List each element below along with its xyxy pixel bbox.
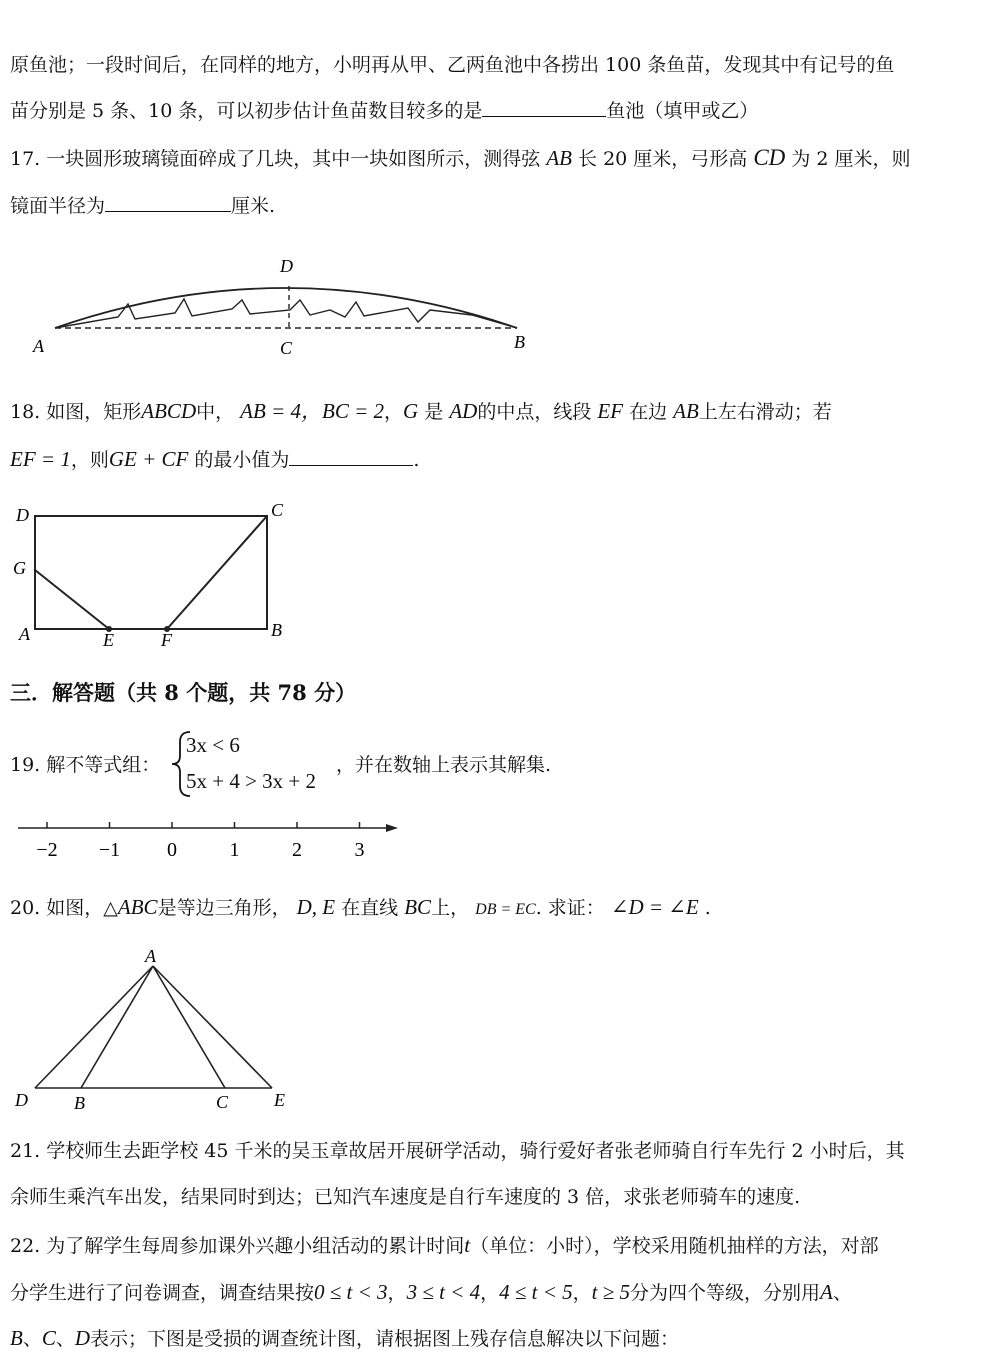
q20-de: D, E [296, 895, 336, 919]
q22-grade-d: D [74, 1326, 91, 1350]
q20-text6: . [704, 897, 711, 919]
q18-rectangle [35, 516, 267, 629]
q18-text5: 的中点，线段 [477, 401, 592, 423]
q18-label-g: G [13, 558, 26, 578]
q16-text1: 原鱼池；一段时间后，在同样的地方，小明再从甲、乙两鱼池中各捞出 100 条鱼苗，发现其中有记号的鱼 [10, 54, 895, 76]
q19-ineq2: 5x + 4 > 3x + 2 [186, 769, 317, 793]
q22-line3 [10, 1323, 679, 1354]
q18-figure [0, 496, 300, 656]
q22-text5: 表示；下图是受损的调查统计图，请根据图上残存信息解决以下问题： [90, 1328, 680, 1350]
q19-ineq1: 3x < 6 [186, 733, 240, 757]
q22-grade-c: C [41, 1326, 56, 1350]
q17-text4: 镜面半径为 [10, 195, 106, 217]
q17-label-d: D [280, 256, 293, 276]
q18-number: 18. [10, 401, 41, 423]
q17-label-b: B [514, 332, 525, 352]
q18-abcd: ABCD [141, 399, 197, 423]
q18-label-a: A [19, 624, 30, 644]
number-line-tick-label: 3 [354, 839, 365, 861]
q19-text1: 解不等式组： [46, 754, 161, 776]
q16-line1 [10, 50, 894, 80]
q22-comma3: ， [572, 1282, 592, 1304]
q22-sep: 、 [832, 1282, 852, 1304]
q20-text2: 是等边三角形， [157, 897, 291, 919]
q20-label-b: B [74, 1093, 85, 1113]
q17-cd: CD [753, 145, 786, 170]
q18-label-b: B [271, 620, 282, 640]
q18-text2: 中， [196, 401, 235, 423]
q21-line2: 余师生乘汽车出发，结果同时到达；已知汽车速度是自行车速度的 3 倍，求张老师骑车的速度. [10, 1186, 801, 1208]
section-heading: 三．解答题（共 8 个题，共 78 分） [10, 680, 357, 705]
q18-text10: . [413, 449, 420, 471]
q18-text4: 是 [424, 401, 444, 423]
q18-label-f: F [161, 630, 172, 650]
q18-expr: GE + CF [108, 447, 189, 471]
q20-bc: BC [404, 895, 432, 919]
q18-text1: 如图，矩形 [46, 401, 142, 423]
q20-figure [0, 940, 320, 1120]
q17-text3: 为 2 厘米，则 [791, 148, 911, 170]
q22-sep2: 、 [22, 1328, 42, 1350]
q18-segment-cf [167, 516, 267, 629]
q16-answer-blank[interactable] [482, 98, 606, 117]
q18-ab-eq: AB = 4， [240, 399, 322, 423]
q18-ab: AB [673, 399, 699, 423]
q16-text3: 鱼池（填甲或乙） [606, 100, 759, 122]
q22-range3: 4 ≤ t < 5 [499, 1280, 573, 1304]
q17-text5: 厘米. [231, 195, 276, 217]
q22-t: t [464, 1233, 471, 1257]
q18-text9: 的最小值为 [194, 449, 290, 471]
q22-text3: 分学生进行了问卷调查，调查结果按 [10, 1282, 315, 1304]
arrow-right-icon [386, 824, 398, 832]
q16-text2: 苗分别是 5 条、10 条，可以初步估计鱼苗数目较多的是 [10, 100, 483, 122]
q18-line1 [10, 396, 832, 427]
q17-line1 [10, 143, 911, 174]
q22-grade-b: B [10, 1326, 23, 1350]
q18-label-e: E [103, 630, 114, 650]
q20-number: 20. [10, 897, 41, 919]
number-line-tick-label: −2 [36, 839, 58, 861]
q22-text1: 22. 为了解学生每周参加课外兴趣小组活动的累计时间 [10, 1235, 465, 1257]
number-line-tick-label: −1 [98, 839, 121, 861]
q22-comma1: ， [387, 1282, 407, 1304]
q18-label-d: D [16, 505, 29, 525]
q18-segment-ge [35, 570, 109, 629]
q17-label-a: A [33, 336, 44, 356]
q17-ab: AB [546, 146, 572, 170]
q20-segment-ac [153, 966, 225, 1088]
q18-text3: ， [384, 401, 404, 423]
q22-text2: （单位：小时），学校采用随机抽样的方法，对部 [470, 1235, 879, 1257]
q20-label-d: D [15, 1090, 28, 1110]
q17-answer-blank[interactable] [105, 193, 231, 212]
q18-ef-eq: EF = 1 [10, 447, 71, 471]
q22-comma2: ， [480, 1282, 500, 1304]
q17-number: 17. [10, 148, 41, 170]
q20-text1: 如图，△ [46, 897, 118, 919]
q22-range2: 3 ≤ t < 4 [406, 1280, 481, 1304]
q20-label-e: E [274, 1090, 285, 1110]
q19-number: 19. [10, 754, 41, 776]
number-line-tick-label: 0 [167, 839, 177, 861]
q18-text7: 上左右滑动；若 [698, 401, 832, 423]
q19-number-line [0, 810, 420, 870]
q18-ad: AD [449, 399, 478, 423]
number-line-tick-label: 1 [229, 839, 240, 861]
number-line-tick-label: 2 [292, 839, 302, 861]
q20-text5: . 求证： [535, 897, 605, 919]
q22-line1 [10, 1230, 879, 1261]
q20-segment-ab [81, 966, 153, 1088]
q18-text6: 在边 [629, 401, 668, 423]
q20-abc: ABC [117, 895, 158, 919]
q20-label-a: A [145, 946, 156, 966]
q17-text2: 长 20 厘米，弓形高 [578, 148, 748, 170]
q18-line2 [10, 444, 419, 475]
q17-label-c: C [280, 338, 293, 358]
q16-line2 [10, 96, 758, 126]
q22-grade-a: A [820, 1280, 833, 1304]
q20-segment-ae [153, 966, 272, 1088]
q17-text1: 一块圆形玻璃镜面碎成了几块，其中一块如图所示，测得弦 [46, 148, 541, 170]
q20-text3: 在直线 [341, 897, 399, 919]
q22-line2 [10, 1277, 852, 1308]
q20-segment-ad [35, 966, 153, 1088]
q22-range1: 0 ≤ t < 3 [314, 1280, 388, 1304]
q22-sep3: 、 [55, 1328, 75, 1350]
q17-broken-edge [55, 299, 517, 328]
q18-bc-eq: BC = 2 [322, 399, 385, 423]
q20-eq: DB = EC [475, 901, 536, 918]
q19-text2: ，并在数轴上表示其解集. [336, 754, 552, 776]
q22-range4: t ≥ 5 [591, 1280, 631, 1304]
q18-ef: EF [597, 399, 624, 423]
q17-line2 [10, 191, 275, 221]
q20-text4: 上， [431, 897, 470, 919]
q20-label-c: C [216, 1092, 229, 1112]
q18-g: G [403, 399, 419, 423]
q21-line1: 21. 学校师生去距学校 45 千米的吴玉章故居开展研学活动，骑行爱好者张老师骑自行车先行 2 小时后，其 [10, 1140, 905, 1162]
q20-line [10, 892, 711, 925]
q18-answer-blank[interactable] [289, 447, 413, 466]
q22-text4: 分为四个等级，分别用 [630, 1282, 821, 1304]
q20-proof: ∠D = ∠E [610, 895, 699, 919]
q18-label-c: C [271, 500, 284, 520]
q19-line [10, 750, 160, 780]
q17-figure [0, 250, 560, 365]
q18-text8: ，则 [70, 449, 109, 471]
